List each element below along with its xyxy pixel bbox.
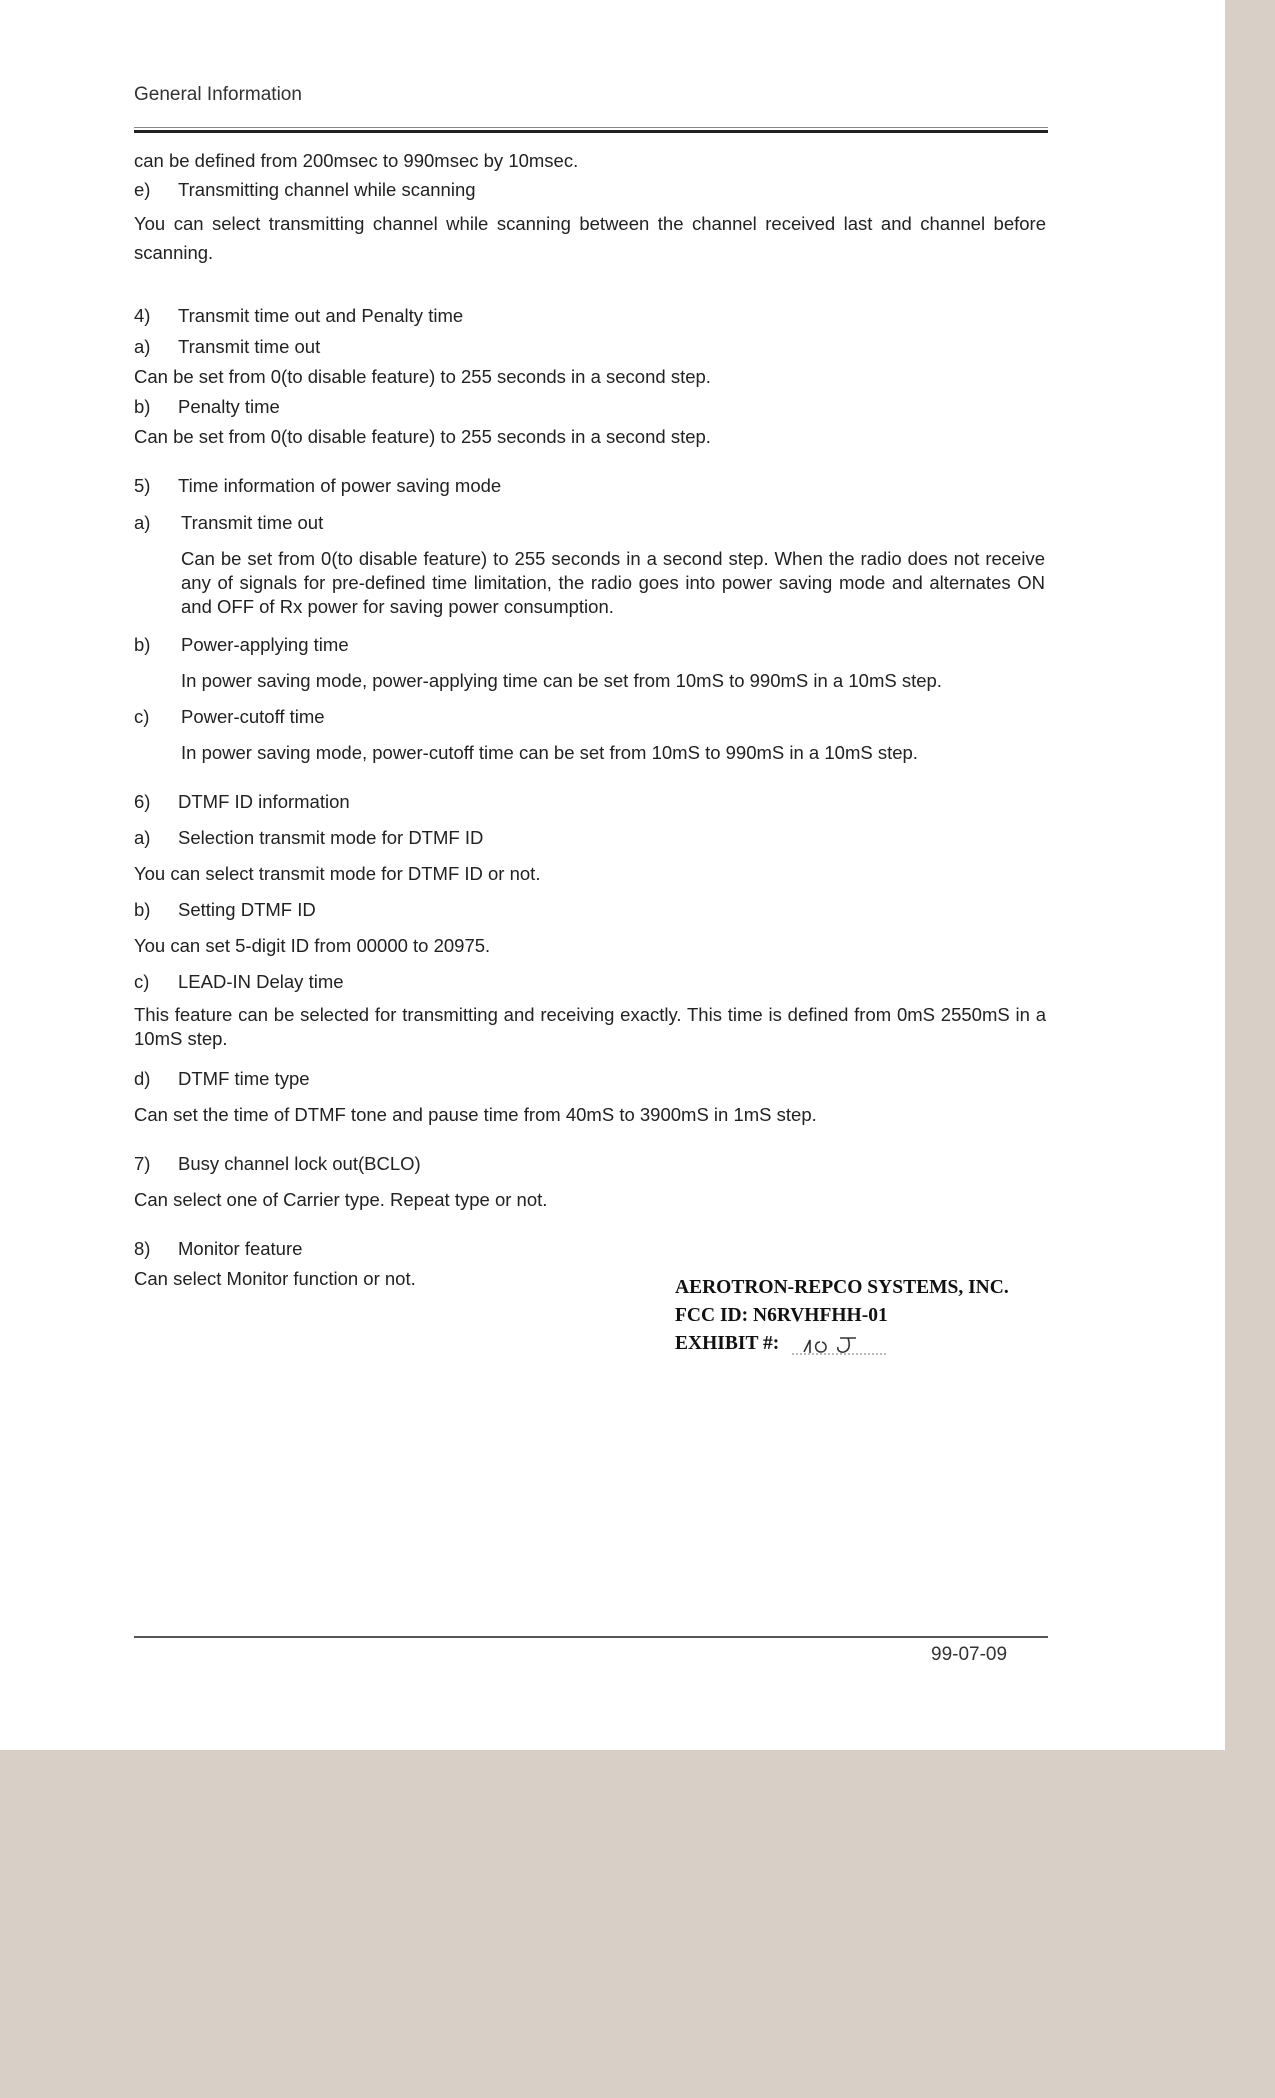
section-title: Time information of power saving mode	[178, 475, 502, 496]
handwritten-exhibit-signature	[790, 1334, 890, 1356]
section-title: Busy channel lock out(BCLO)	[178, 1153, 421, 1174]
section-number: 8)	[134, 1238, 151, 1259]
item-number: a)	[134, 827, 151, 848]
section-title: Monitor feature	[178, 1238, 303, 1259]
item-6a-heading	[134, 827, 483, 849]
item-number: c)	[134, 971, 150, 992]
item-6b-heading	[134, 899, 316, 921]
item-5a-body: Can be set from 0(to disable feature) to 255 seconds in a second step. When the radio does not receive any of signals for pre-defined time limitation, the radio goes into power saving mode and alternates ON and OFF of Rx power for saving power consumption.	[181, 548, 1045, 617]
page-header-title: General Information	[134, 84, 302, 105]
item-4a-body: Can be set from 0(to disable feature) to 255 seconds in a second step.	[134, 366, 711, 387]
stamp-company: AEROTRON-REPCO SYSTEMS, INC.	[675, 1277, 1009, 1298]
stamp-exhibit-label: EXHIBIT #:	[675, 1333, 780, 1354]
section-number: 7)	[134, 1153, 151, 1174]
section-title: Transmit time out and Penalty time	[178, 305, 464, 326]
body-line: can be defined from 200msec to 990msec by 10msec.	[134, 150, 579, 171]
item-number: b)	[134, 899, 151, 920]
item-6b-body: You can set 5-digit ID from 00000 to 20975.	[134, 935, 491, 956]
item-e-heading	[134, 179, 476, 201]
stamp-exhibit	[675, 1330, 1009, 1358]
item-title: Setting DTMF ID	[178, 899, 316, 920]
item-5c-body: In power saving mode, power-cutoff time can be set from 10mS to 990mS in a 10mS step.	[181, 742, 918, 763]
item-6a-body: You can select transmit mode for DTMF ID or not.	[134, 863, 541, 884]
footer-divider	[134, 1636, 1048, 1638]
item-6d-body: Can set the time of DTMF tone and pause time from 40mS to 3900mS in 1mS step.	[134, 1104, 817, 1125]
item-4b-body: Can be set from 0(to disable feature) to 255 seconds in a second step.	[134, 426, 711, 447]
item-number: a)	[134, 512, 151, 533]
item-number: b)	[134, 396, 151, 417]
item-title: Transmitting channel while scanning	[178, 179, 476, 200]
item-title: Transmit time out	[178, 336, 321, 357]
section-number: 5)	[134, 475, 151, 496]
item-4b-heading	[134, 396, 280, 418]
item-title: DTMF time type	[178, 1068, 310, 1089]
section-8-body: Can select Monitor function or not.	[134, 1268, 416, 1289]
section-7-heading	[134, 1153, 421, 1175]
stamp-fcc-id: FCC ID: N6RVHFHH-01	[675, 1305, 888, 1326]
item-6c-body: This feature can be selected for transmitting and receiving exactly. This time is defined from 0mS 2550mS in a 10mS step.	[134, 1004, 1046, 1049]
item-number: b)	[134, 634, 151, 655]
item-5b-body: In power saving mode, power-applying time can be set from 10mS to 990mS in a 10mS step.	[181, 670, 942, 691]
item-5a-heading	[134, 512, 323, 534]
item-title: Power-cutoff time	[181, 706, 325, 727]
item-title: Transmit time out	[181, 512, 324, 533]
item-title: LEAD-IN Delay time	[178, 971, 344, 992]
item-title: Penalty time	[178, 396, 280, 417]
item-6c-heading	[134, 971, 344, 993]
item-number: a)	[134, 336, 151, 357]
item-4a-heading	[134, 336, 320, 358]
item-number: c)	[134, 706, 150, 727]
item-5c-heading	[134, 706, 325, 728]
item-number: d)	[134, 1068, 151, 1089]
section-8-heading	[134, 1238, 302, 1260]
section-7-body: Can select one of Carrier type. Repeat type or not.	[134, 1189, 548, 1210]
item-5b-heading	[134, 634, 349, 656]
footer-date: 99-07-09	[931, 1644, 1008, 1665]
section-number: 4)	[134, 305, 151, 326]
company-stamp	[675, 1274, 1009, 1358]
section-6-heading	[134, 791, 350, 813]
item-6d-heading	[134, 1068, 310, 1090]
section-number: 6)	[134, 791, 151, 812]
section-4-heading	[134, 305, 463, 327]
paragraph: You can select transmitting channel while scanning between the channel received last and channel before scanning.	[134, 213, 1046, 263]
item-title: Power-applying time	[181, 634, 349, 655]
section-5-heading	[134, 475, 501, 497]
header-divider	[134, 127, 1048, 133]
section-title: DTMF ID information	[178, 791, 350, 812]
item-title: Selection transmit mode for DTMF ID	[178, 827, 484, 848]
item-number: e)	[134, 179, 151, 200]
